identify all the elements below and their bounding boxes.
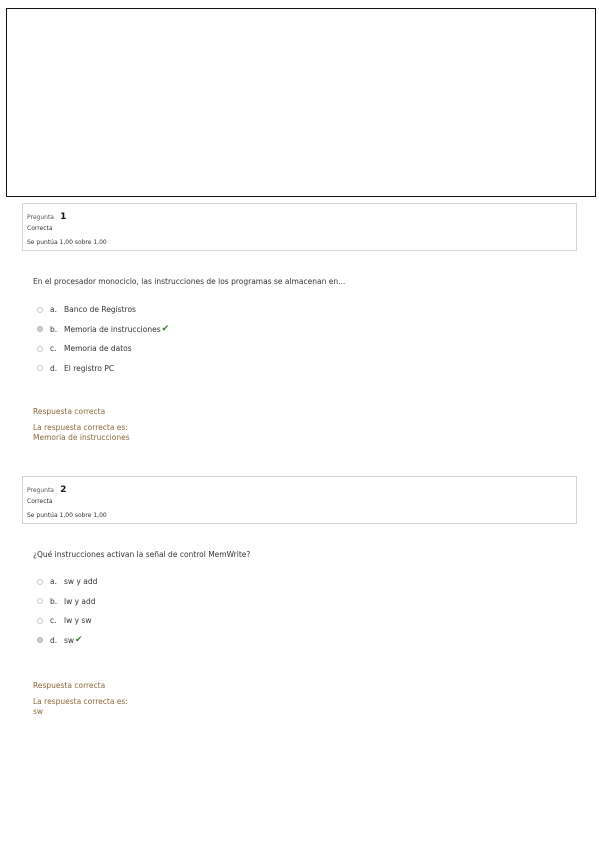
answer-option[interactable] (37, 631, 97, 651)
header-panel (6, 8, 596, 197)
radio-button[interactable] (37, 307, 43, 313)
answer-letter: c. (50, 616, 57, 626)
answer-text: Banco de Registros (64, 305, 136, 315)
radio-button-selected[interactable] (37, 637, 43, 643)
question-grade: Se puntúa 1,00 sobre 1,00 (27, 239, 107, 246)
feedback-2 (33, 681, 128, 717)
radio-button-selected[interactable] (37, 326, 43, 332)
question-state: Correcta (27, 225, 53, 232)
radio-button[interactable] (37, 598, 43, 604)
answer-letter: b. (50, 324, 58, 334)
check-icon: ✔ (75, 635, 83, 646)
question-text-2: ¿Qué instrucciones activan la señal de control MemWrite? (33, 550, 251, 559)
check-icon: ✔ (161, 324, 170, 335)
answer-letter: b. (50, 596, 58, 606)
answer-text: sw y add (64, 577, 98, 587)
answer-letter: d. (50, 635, 58, 645)
question-number-line (27, 207, 572, 221)
question-info-1 (22, 203, 577, 251)
answer-option[interactable] (37, 339, 169, 359)
right-answer-label: La respuesta correcta es: (33, 423, 128, 432)
question-state: Correcta (27, 498, 53, 505)
answer-option[interactable] (37, 592, 97, 612)
feedback-text: Respuesta correcta (33, 681, 106, 690)
right-answer: sw (33, 707, 44, 716)
right-answer: Memoria de instrucciones (33, 433, 130, 442)
radio-button[interactable] (37, 365, 43, 371)
question-label: Pregunta (27, 487, 54, 494)
answer-letter: a. (50, 577, 57, 587)
answer-option[interactable] (37, 611, 97, 631)
answer-text: lw y add (64, 596, 96, 606)
answer-letter: c. (50, 344, 57, 354)
answer-text: Memoria de datos (64, 344, 132, 354)
answer-option[interactable] (37, 572, 97, 592)
question-number-line (27, 480, 572, 494)
answer-letter: d. (50, 363, 58, 373)
answer-text: El registro PC (64, 363, 115, 373)
answer-list-2 (37, 572, 97, 650)
question-label: Pregunta (27, 214, 54, 221)
answer-text: Memoria de instrucciones (64, 324, 161, 334)
question-number: 1 (60, 212, 67, 222)
answer-list-1 (37, 300, 169, 378)
right-answer-label: La respuesta correcta es: (33, 697, 128, 706)
radio-button[interactable] (37, 618, 43, 624)
answer-option[interactable] (37, 300, 169, 320)
answer-letter: a. (50, 305, 57, 315)
answer-option[interactable] (37, 359, 169, 379)
radio-button[interactable] (37, 579, 43, 585)
question-info-2 (22, 476, 577, 524)
question-text-1: En el procesador monociclo, las instrucciones de los programas se almacenan en... (33, 277, 346, 286)
answer-text: sw (64, 635, 75, 645)
question-grade: Se puntúa 1,00 sobre 1,00 (27, 512, 107, 519)
radio-button[interactable] (37, 346, 43, 352)
answer-option[interactable] (37, 320, 169, 340)
feedback-text: Respuesta correcta (33, 407, 106, 416)
question-number: 2 (60, 485, 67, 495)
feedback-1 (33, 407, 130, 443)
answer-text: lw y sw (64, 616, 92, 626)
